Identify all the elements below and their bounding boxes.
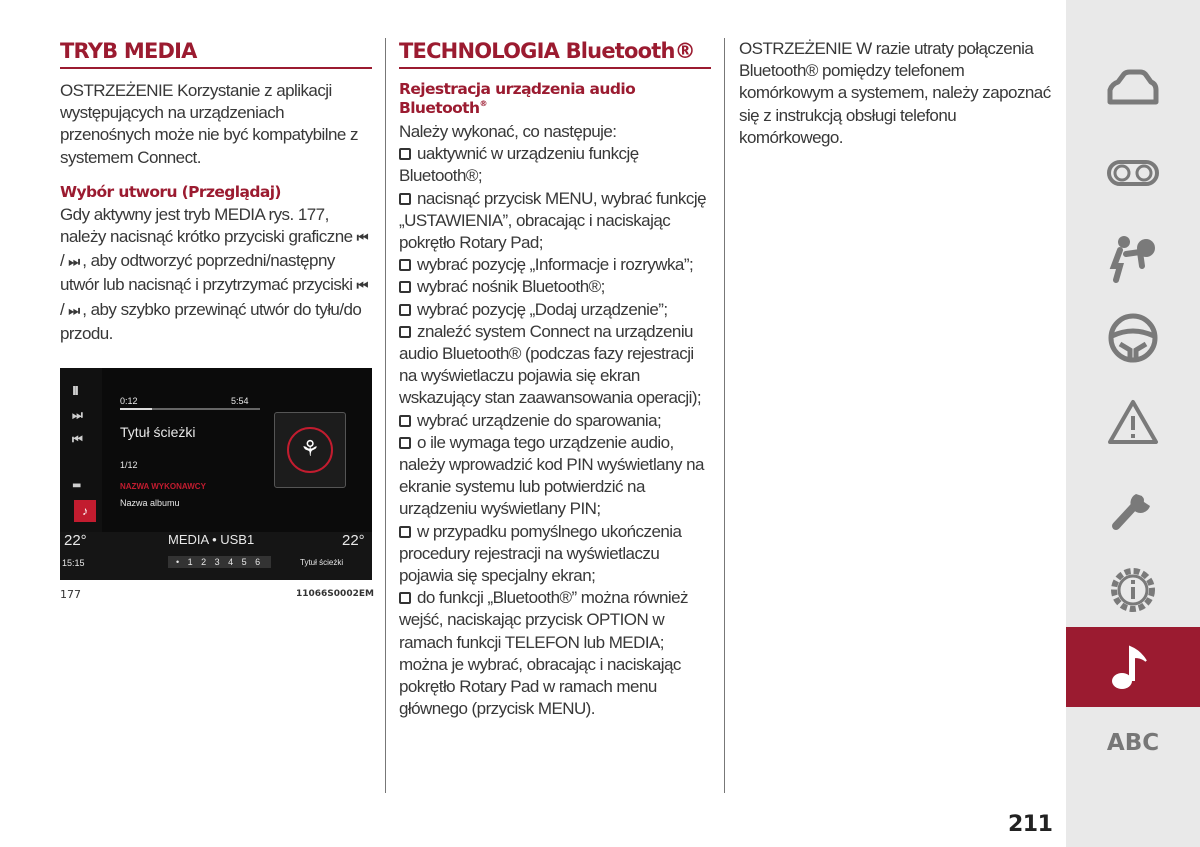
step-item: znaleźć system Connect na urządzeniu audio Bluetooth® (podczas fazy rejestracji na wyświetlaczu pojawia się ekran wskazujący stan zaawansowania operacji); (399, 321, 702, 408)
figure-album: Nazwa albumu (120, 498, 180, 508)
tab-safety[interactable] (1066, 220, 1200, 294)
checkbox-icon (399, 415, 411, 427)
section-title-bluetooth: TECHNOLOGIA Bluetooth® (399, 38, 711, 69)
prev-track-icon: ⏮ (356, 231, 367, 247)
skip-next-icon: ⏭ (72, 408, 81, 422)
checkbox-icon (399, 148, 411, 160)
tab-multimedia[interactable] (1066, 627, 1200, 707)
temp-left: 22° (64, 532, 87, 549)
track-selection-text: Gdy aktywny jest tryb MEDIA rys. 177, należy nacisnąć krótko przyciski graficzne ⏮ / ⏭ , aby odtworzyć poprzedni/następny utwór lub nacisnąć i przytrzymać przyciski ⏮ / ⏭ , aby szybko przewinąć utwór do tyłu/do przodu. (60, 204, 367, 343)
media-warning: OSTRZEŻENIE Korzystanie z aplikacji występujących na urządzeniach przenośnych może nie być kompatybilne z systemem Connect. (60, 81, 358, 167)
figure-track-number: 1/12 (120, 460, 138, 470)
next-track-icon: ⏭ (68, 255, 79, 271)
page-number: 211 (1008, 812, 1053, 837)
figure-progress-bar (120, 408, 260, 410)
checkbox-icon (399, 259, 411, 271)
music-note-icon (1106, 639, 1160, 695)
temp-right: 22° (342, 532, 365, 549)
subsection-track-selection: Wybór utworu (Przeglądaj) (60, 182, 281, 201)
pause-icon: II (72, 384, 77, 398)
tab-maintenance[interactable] (1066, 468, 1200, 542)
step-item: w przypadku pomyślnego ukończenia procedury rejestracji na wyświetlaczu pojawia się specjalny ekran; (399, 521, 682, 586)
figure-time-end: 5:54 (231, 396, 249, 406)
section-title-media: TRYB MEDIA (60, 38, 372, 69)
checkbox-icon (399, 193, 411, 205)
checkbox-icon (399, 526, 411, 538)
checkbox-icon (399, 304, 411, 316)
figure-track-title: Tytuł ścieżki (120, 424, 196, 440)
media-screen-figure (60, 368, 372, 580)
step-item: wybrać pozycję „Dodaj urządzenie”; (399, 299, 711, 321)
checkbox-icon (399, 281, 411, 293)
step-item: uaktywnić w urządzeniu funkcję Bluetooth®; (399, 144, 639, 186)
step-item: wybrać pozycję „Informacje i rozrywka”; (399, 254, 711, 276)
wrench-icon (1106, 480, 1160, 532)
step-item: do funkcji „Bluetooth®” można również wejść, naciskając przycisk OPTION w ramach funkcji TELEFON lub MEDIA; można je wybrać, obracając i naciskając pokrętło Rotary Pad w ramach menu głównego (przycisk MENU). (399, 588, 688, 719)
skip-prev-icon: ⏮ (72, 432, 81, 446)
checkbox-icon (399, 326, 411, 338)
tab-dashboard[interactable] (1066, 136, 1200, 210)
presets: • 1 2 3 4 5 6 (168, 556, 271, 568)
figure-number: 177 (60, 588, 81, 601)
prev-track-icon: ⏮ (356, 279, 367, 295)
browse-icon: ▬ (72, 480, 80, 491)
subsection-bluetooth-registration: Rejestracja urządzenia audio Bluetooth® (399, 80, 636, 117)
figure-time-start: 0:12 (120, 396, 138, 406)
bluetooth-steps (399, 121, 711, 720)
figure-status-bar (60, 532, 372, 580)
checkbox-icon (399, 592, 411, 604)
tab-index-abc[interactable]: ABC (1106, 730, 1160, 756)
next-track-icon: ⏭ (68, 303, 79, 319)
column-divider (385, 38, 386, 793)
track-title-small: Tytuł ścieżki (300, 558, 344, 567)
tab-car[interactable] (1066, 52, 1200, 126)
usb-icon: ⚘ (287, 427, 333, 473)
figure-progress-fill (120, 408, 152, 410)
steps-intro: Należy wykonać, co następuje: (399, 122, 617, 141)
bluetooth-warning: OSTRZEŻENIE W razie utraty połączenia Bluetooth® pomiędzy telefonem komórkowym a systemem, należy zapoznać się z instrukcją obsługi telefonu komórkowego. (739, 39, 1051, 147)
warning-triangle-icon (1106, 396, 1160, 448)
step-item: nacisnąć przycisk MENU, wybrać funkcję „USTAWIENIA”, obracając i naciskając pokrętło Rotary Pad; (399, 188, 706, 253)
column-warning (739, 38, 1059, 149)
chapter-tabs (1066, 0, 1200, 847)
info-gear-icon (1106, 564, 1160, 616)
step-item: o ile wymaga tego urządzenie audio, należy wprowadzić kod PIN wyświetlany na ekranie systemu lub potwierdzić na urządzeniu wyświetlany PIN; (399, 432, 704, 519)
clock: 15:15 (62, 558, 85, 568)
airbag-icon (1106, 232, 1160, 284)
steering-wheel-icon (1106, 312, 1160, 364)
tab-technical-data[interactable] (1066, 552, 1200, 626)
music-source-icon: ♪ (74, 500, 96, 522)
column-divider (724, 38, 725, 793)
tab-emergency[interactable] (1066, 384, 1200, 458)
figure-code: 11066S0002EM (296, 589, 374, 599)
step-item: wybrać urządzenie do sparowania; (399, 410, 711, 432)
source-label: MEDIA • USB1 (168, 532, 255, 547)
figure-artist: NAZWA WYKONAWCY (120, 482, 206, 491)
dashboard-icon (1106, 148, 1160, 200)
column-bluetooth (399, 38, 711, 720)
column-media (60, 38, 372, 345)
step-item: wybrać nośnik Bluetooth®; (399, 276, 711, 298)
car-icon (1106, 64, 1160, 116)
usb-source-tile (274, 412, 346, 488)
tab-starting[interactable] (1066, 300, 1200, 374)
checkbox-icon (399, 437, 411, 449)
